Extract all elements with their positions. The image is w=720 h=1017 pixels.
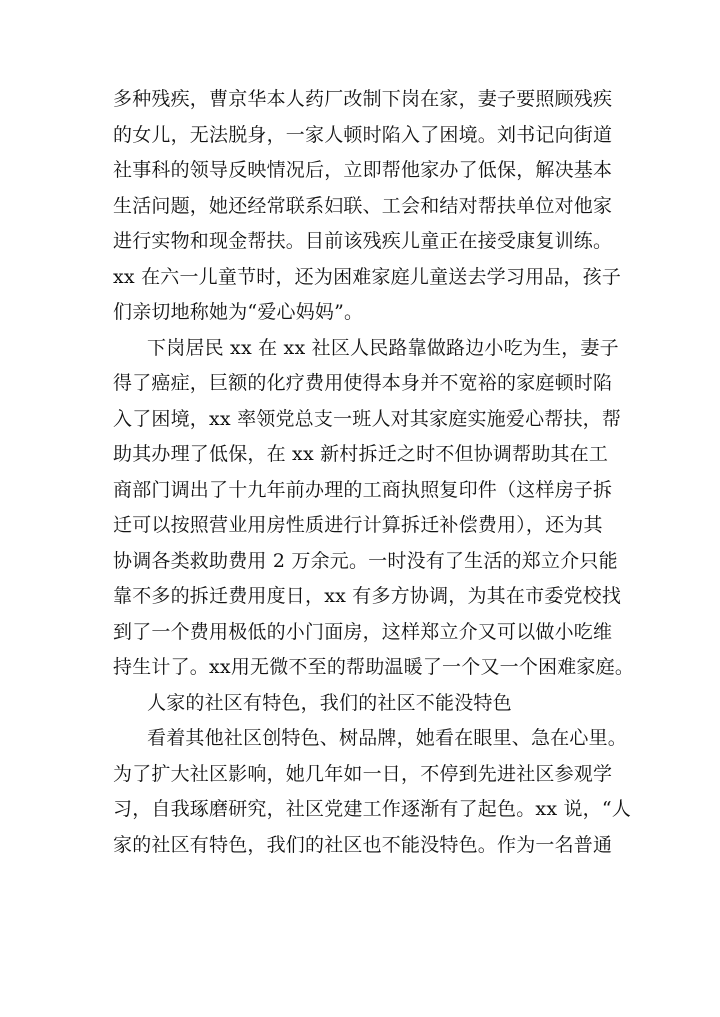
text-line: 社事科的领导反映情况后，立即帮他家办了低保，解决基本 bbox=[113, 159, 613, 181]
body-text bbox=[113, 82, 635, 863]
text-line: 为了扩大社区影响，她几年如一日，不停到先进社区参观学 bbox=[113, 762, 613, 785]
text-line: 迁可以按照营业用房性质进行计算拆迁补偿费用），还为其 bbox=[113, 514, 603, 536]
text-line: 持生计了。xx用无微不至的帮助温暖了一个又一个困难家庭。 bbox=[113, 656, 635, 678]
section-heading: 人家的社区有特色，我们的社区不能没特色 bbox=[147, 691, 512, 714]
text-line: 靠不多的拆迁费用度日，xx 有多方协调，为其在市委党校找 bbox=[113, 585, 622, 607]
text-line: 进行实物和现金帮扶。目前该残疾儿童正在接受康复训练。 bbox=[113, 230, 613, 252]
text-line: 的女儿，无法脱身，一家人顿时陷入了困境。刘书记向街道 bbox=[113, 123, 613, 146]
text-line: 看着其他社区创特色、树品牌，她看在眼里、急在心里。 bbox=[147, 727, 628, 749]
text-line: 多种残疾，曹京华本人药厂改制下岗在家，妻子要照顾残疾 bbox=[113, 88, 613, 110]
text-line: 生活问题，她还经常联系妇联、工会和结对帮扶单位对他家 bbox=[113, 194, 613, 217]
text-line: 到了一个费用极低的小门面房，这样郑立介又可以做小吃维 bbox=[113, 620, 613, 643]
text-line: 协调各类救助费用 2 万余元。一时没有了生活的郑立介只能 bbox=[113, 549, 618, 572]
text-line: 商部门调出了十九年前办理的工商执照复印件（这样房子拆 bbox=[113, 478, 613, 501]
text-line: 入了困境，xx 率领党总支一班人对其家庭实施爱心帮扶，帮 bbox=[113, 407, 622, 430]
text-line: xx 在六一儿童节时，还为困难家庭儿童送去学习用品，孩子 bbox=[113, 265, 622, 288]
text-line: 助其办理了低保，在 xx 新村拆迁之时不但协调帮助其在工 bbox=[113, 443, 609, 465]
text-line: 得了癌症，巨额的化疗费用使得本身并不宽裕的家庭顿时陷 bbox=[113, 372, 613, 394]
text-line: 家的社区有特色，我们的社区也不能没特色。作为一名普通 bbox=[113, 833, 613, 856]
text-line: 下岗居民 xx 在 xx 社区人民路靠做路边小吃为生，妻子 bbox=[147, 336, 619, 359]
text-line: 习，自我琢磨研究，社区党建工作逐渐有了起色。xx 说，“人 bbox=[113, 798, 631, 820]
text-line: 们亲切地称她为“爱心妈妈”。 bbox=[113, 301, 364, 323]
